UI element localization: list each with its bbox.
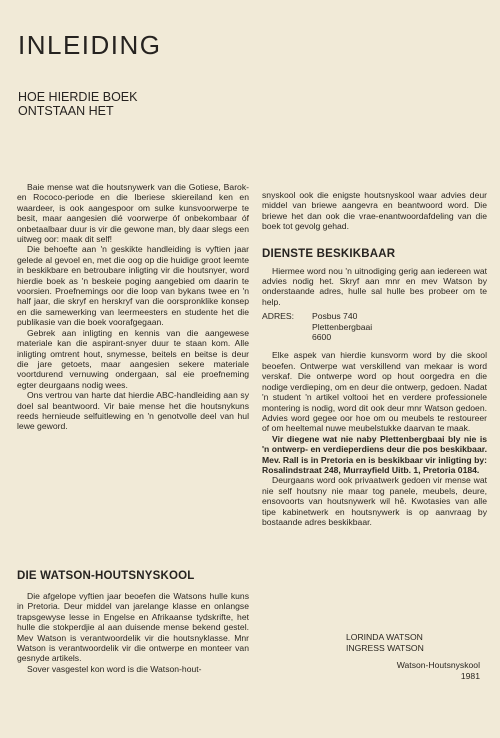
- paragraph: Sover vasgestel kon word is die Watson-hout-: [27, 663, 202, 674]
- signature-block: [340, 632, 480, 682]
- address-block: [262, 311, 487, 342]
- signature-name: LORINDA WATSON: [346, 632, 423, 642]
- address-line: Plettenbergbaai: [312, 321, 373, 332]
- subtitle-line: HOE HIERDIE BOEK: [18, 90, 138, 104]
- left-column-watson: [17, 591, 249, 674]
- address-lines: [312, 311, 372, 342]
- page-title: INLEIDING: [18, 30, 162, 60]
- paragraph: Elke aspek van hierdie kunsvorm word by die skool beoefen. Ontwerpe wat verskillend van mekaar is word verskaf. Die ontwerpe word op hout oorgedra en die nodige verdieping, om en deur die ontwerp, gedoen. Nadat 'n student 'n artikel voltooi het en verdere professionele montering is nodig, word dit ook deur mnr Watson gedoen. Advies word gegee oor hoe om ou meubels te restoureer of om heeltemal nuwe meubelstukke daarvan te maak.: [262, 350, 487, 434]
- address-line: 6600: [312, 332, 332, 343]
- paragraph: Die afgelope vyftien jaar beoefen die Watsons hulle kuns in Pretoria. Deur middel van jarelange klasse en onlangse trapsgewyse lesse in Engelse en Afrikaanse tydskrifte, het hulle die stokperdjie al aan duisende mense bekend gestel. Mev Watson is verantwoordelik vir die houtsnyklasse. Mnr Watson is verantwoordelik vir die ontwerpe en monteer van gesnyde artikels.: [17, 591, 249, 664]
- paragraph: Die behoefte aan 'n geskikte handleiding is vyftien jaar gelede al gevoel en, met die oog op die huidige groot leemte in beskikbare en betroubare inligting vir die houtsnyer, word hierdie boek as 'n beskeie poging aangebied om daarin te voorsien. Proefnemings oor die loop van bykans twee en 'n half jaar, die skryf en herskryf van die oorspronklike konsep en die samewerking van leermeesters en studente het die publikasie van die boek voorafgegaan.: [17, 244, 249, 328]
- signature-school: Watson-Houtsnyskool: [396, 660, 480, 670]
- section-heading-watson: DIE WATSON-HOUTSNYSKOOL: [17, 570, 195, 582]
- subtitle-line: ONTSTAAN HET: [18, 104, 114, 118]
- paragraph: Deurgaans word ook privaatwerk gedoen vir mense wat nie self houtsny nie maar tog panele, meubels, deure, ensovoorts van houtsnywerk wil hê. Kwotasies van alle tipe kabinetwerk en houtsnywerk is op aanvraag by bostaande adres beskikbaar.: [262, 475, 487, 527]
- paragraph: Baie mense wat die houtsnywerk van die Gotiese, Barok- en Rococo-periode en die Iberiese skiereiland ken en waardeer, is ook aangespoor om sulke kunsvoorwerpe te besit, maar aangesien dié voorwerpe óf onbekombaar óf onbetaalbaar duur is vir die gewone man, bly daar slegs een uitweg oor: maak dit self!: [17, 182, 249, 245]
- paragraph: snyskool ook die enigste houtsnyskool waar advies deur middel van briewe aangevra en beantwoord word. Die briewe het dan ook die vrae-enantwoordafdeling van die boek tot gevolg gehad.: [262, 190, 487, 232]
- address-label: ADRES:: [262, 311, 294, 322]
- paragraph: Hiermee word nou 'n uitnodiging gerig aan iedereen wat advies nodig het. Skryf aan mnr en mev Watson by onderstaande adres, hulle sal hulle bes probeer om te help.: [262, 265, 487, 307]
- section-heading-dienste: DIENSTE BESKIKBAAR: [262, 247, 396, 260]
- signature-name: INGRESS WATSON: [346, 643, 424, 653]
- right-column: [262, 190, 487, 527]
- signature-year: 1981: [460, 671, 480, 681]
- address-line: Posbus 740: [312, 311, 358, 322]
- paragraph: Ons vertrou van harte dat hierdie ABC-handleiding aan sy doel sal beantwoord. Vir baie mense het die houtsnykuns reeds hernieude selfuitlewing en 'n genotvolle deel van hul lewe geword.: [17, 390, 249, 432]
- page-subtitle: [18, 90, 137, 118]
- paragraph-emphasis: Vir diegene wat nie naby Plettenbergbaai bly nie is 'n ontwerp- en verdieperdiens deur die pos beskikbaar. Mev. Rall is in Pretoria en is beskikbaar vir inligting by: Rosalindstraat 248, Murrayfield Uitb. 1, Pretoria 0184.: [262, 433, 487, 475]
- left-column-intro: [17, 182, 249, 432]
- paragraph: Gebrek aan inligting en kennis van die aangewese materiale kan die aspirant-snyer duur te staan kom. Alle inligting omtrent hout, snymesse, beitels en beitse is deur die jare getoets, maar aangesien sekere materiale voortdurend vernuwing ondergaan, sal eie proefneming egter deurgaans nodig wees.: [17, 327, 249, 390]
